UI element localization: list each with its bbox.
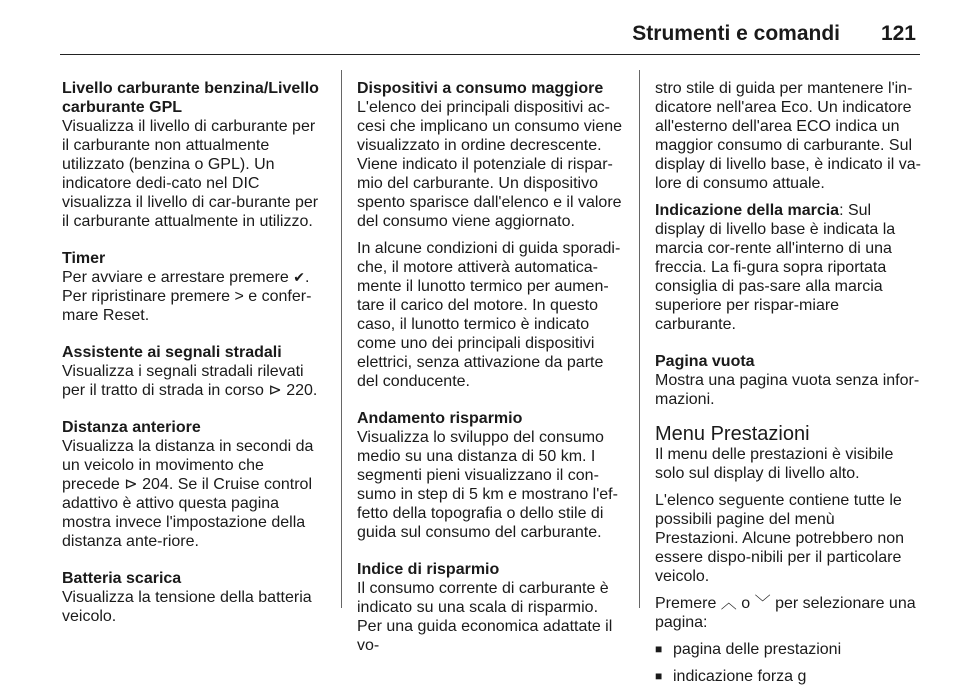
section-fuel-level <box>62 79 326 231</box>
text-run: Per avviare e arrestare premere <box>62 269 294 286</box>
inline-heading: Indicazione della marcia <box>655 202 840 219</box>
chevron-up-icon: ︿ <box>720 595 737 612</box>
column-right <box>655 79 921 686</box>
text-run: : Sul display di livello base è indicata la marcia cor-rente all'interno di una freccia. La fi-gura sopra riportata consiglia di pas-sare alla marcia superiore per rispar-miare carburante. <box>655 202 896 333</box>
section-text: Visualizza lo sviluppo del consumo medio su una distanza di 50 km. I segmenti pieni visualizzano il con-sumo in step di 5 km e mostrano l'ef-fetto della topografia o dello stile di guida sul consumo del carburante. <box>357 429 618 541</box>
section-gear-indication <box>655 201 921 334</box>
column-divider <box>639 70 640 608</box>
page-number: 121 <box>880 22 916 45</box>
section-heading: Andamento risparmio <box>357 410 523 427</box>
section-heading: Batteria scarica <box>62 570 182 587</box>
section-text: L'elenco dei principali dispositivi ac-cesi che implicano un consumo viene visualizzato in ordine decrescente. Viene indicato il potenziale di rispar-mio del carburante. Un dispositivo spento sparisce dall'elenco e il valore del consumo viene aggiornato. <box>357 99 623 230</box>
text-run: e confer-mare Reset. <box>62 288 312 324</box>
section-blank-page <box>655 352 921 409</box>
section-economy-index <box>357 560 623 655</box>
section-top-consumers <box>357 79 623 391</box>
section-heading: Timer <box>62 250 106 267</box>
section-text: stro stile di guida per mantenere l'in-dicatore nell'area Eco. Un indicatore all'esterno dell'area ECO indica un maggior consumo di carburante. Sul display di livello base, è indicato il va-lore di consumo attuale. <box>655 80 921 192</box>
bullet-square-icon: ■ <box>655 669 663 683</box>
section-text: Il menu delle prestazioni è visibile solo sul display di livello alto. <box>655 446 894 482</box>
text-run: o <box>736 595 755 612</box>
section-heading: Livello carburante benzina/Livello carburante GPL <box>62 80 319 116</box>
section-text: Visualizza la tensione della batteria veicolo. <box>62 589 312 625</box>
section-heading: Indice di risparmio <box>357 561 500 578</box>
section-heading: Pagina vuota <box>655 353 755 370</box>
section-text <box>62 268 326 325</box>
text-run: Premere <box>655 595 721 612</box>
column-middle <box>357 79 623 673</box>
section-text <box>62 362 326 400</box>
text-run: Visualizza i segnali stradali rilevati per il tratto di strada in corso <box>62 363 304 399</box>
page-ref: 204. <box>142 476 174 493</box>
section-text <box>62 437 326 551</box>
text-run: . Per ripristinare premere <box>62 269 310 305</box>
section-text <box>655 594 921 632</box>
page-title: Strumenti e comandi <box>632 22 840 45</box>
list-item-label: indicazione forza g <box>673 668 807 685</box>
section-heading: Assistente ai segnali stradali <box>62 344 282 361</box>
page-ref-icon: ⊳ <box>268 382 282 399</box>
section-text: L'elenco seguente contiene tutte le possibili pagine del menù Prestazioni. Alcune potrebbero non essere dispo-nibili per il particolare veicolo. <box>655 492 905 585</box>
text-run: per selezionare una pagina: <box>655 595 916 631</box>
section-low-battery <box>62 569 326 626</box>
section-text: Mostra una pagina vuota senza infor-mazioni. <box>655 372 920 408</box>
section-heading: Dispositivi a consumo maggiore <box>357 80 604 97</box>
section-text: In alcune condizioni di guida sporadi-che, il motore attiverà automatica-mente il lunotto termico per aumen-tare il carico del motore. In questo caso, il lunotto termico è indicato come uno dei principali dispositivi elettrici, senza attivazione da parte del conducente. <box>357 240 621 390</box>
bullet-square-icon: ■ <box>655 642 663 656</box>
section-text: Visualizza il livello di carburante per il carburante non attualmente utilizzato (benzina o GPL). Un indicatore dedi-cato nel DIC visualizza il livello di car-burante per il carburante attualmente in utilizzo. <box>62 118 319 230</box>
section-front-distance <box>62 418 326 551</box>
section-title: Menu Prestazioni <box>655 423 810 445</box>
section-economy-trend <box>357 409 623 542</box>
text-run: Visualizza la distanza in secondi da un veicolo in movimento che precede <box>62 438 314 493</box>
list-item <box>655 667 921 686</box>
column-left <box>62 79 326 644</box>
text-run: Se il Cruise control adattivo è attivo questa pagina mostra invece l'impostazione della distanza ante-riore. <box>62 476 313 550</box>
section-performance-menu <box>655 423 921 686</box>
section-heading: Distanza anteriore <box>62 419 201 436</box>
section-timer <box>62 249 326 325</box>
page-ref-icon: ⊳ <box>124 476 138 493</box>
list-item-label: pagina delle prestazioni <box>673 641 842 658</box>
chevron-right-icon: > <box>234 288 244 305</box>
column-divider <box>341 70 342 608</box>
page-header <box>60 18 920 55</box>
page-ref: 220. <box>286 382 318 399</box>
chevron-down-icon: ﹀ <box>754 595 771 612</box>
section-traffic-signs <box>62 343 326 400</box>
check-icon: ✔ <box>293 269 305 285</box>
list-item <box>655 640 921 659</box>
section-text: Il consumo corrente di carburante è indicato su una scala di risparmio. Per una guida economica adattate il vo- <box>357 580 613 654</box>
